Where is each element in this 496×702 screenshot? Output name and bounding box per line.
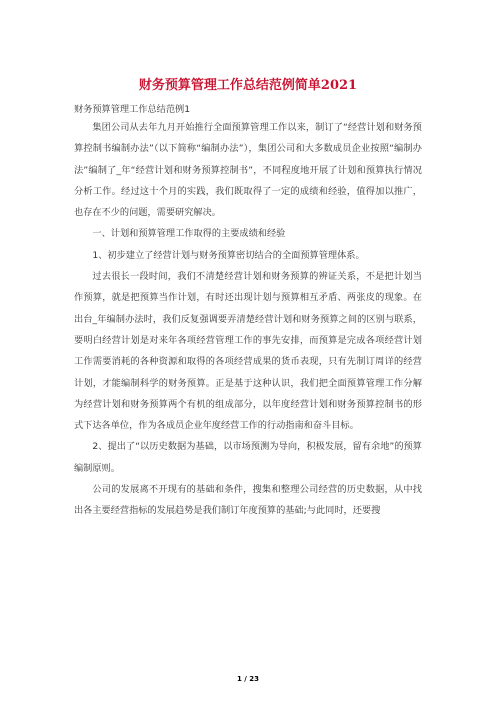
- paragraph: 一、计划和预算管理工作取得的主要成绩和经验: [92, 228, 286, 240]
- paragraph: 公司的发展离不开现有的基础和条件，搜集和整理公司经营的历史数据，从中找出各主要经营指标的发展趋势是我们制订年度预算的基础;与此同时，还要搜: [74, 484, 422, 517]
- page-number: 1 / 23: [236, 675, 260, 683]
- document-title: 财务预算管理工作总结范例简单2021: [138, 78, 358, 93]
- paragraph: 过去很长一段时间，我们不清楚经营计划和财务预算的辨证关系，不是把计划当作预算，就是把预算当作计划，有时还出现计划与预算相互矛盾、两张皮的现象。在出台_年编制办法时，我们反复强调要弄清楚经营计划和财务预算之间的区别与联系，要明白经营计划是对来年各项经营管理工作的事先安排，而预算是完成各项经营计划工作需要消耗的各种资源和取得的各项经营成果的货币表现，只有先制订周详的经营计划，才能编制科学的财务预算。正是基于这种认识，我们把全面预算管理工作分解为经营计划和财务预算两个有机的组成部分，以年度经营计划和财务预算控制书的形式下达各单位，作为各成员企业年度经营工作的行动指南和奋斗目标。: [74, 271, 422, 432]
- document-subtitle: 财务预算管理工作总结范例1: [74, 104, 191, 115]
- paragraph: 1、初步建立了经营计划与财务预算密切结合的全面预算管理体系。: [92, 249, 365, 261]
- document-body: [74, 117, 422, 522]
- paragraph: 集团公司从去年九月开始推行全面预算管理工作以来，制订了“经营计划和财务预算控制书编制办法”（以下简称“编制办法”），集团公司和大多数成员企业按照“编制办法”编制了_年“经营计划和财务预算控制书”，不同程度地开展了计划和预算执行情况分析工作。经过这十个月的实践，我们既取得了一定的成绩和经验，值得加以推广，也存在不少的问题，需要研究解决。: [74, 122, 422, 219]
- paragraph: 2、提出了“以历史数据为基础，以市场预测为导向，积极发展，留有余地”的预算编制原则。: [74, 441, 422, 474]
